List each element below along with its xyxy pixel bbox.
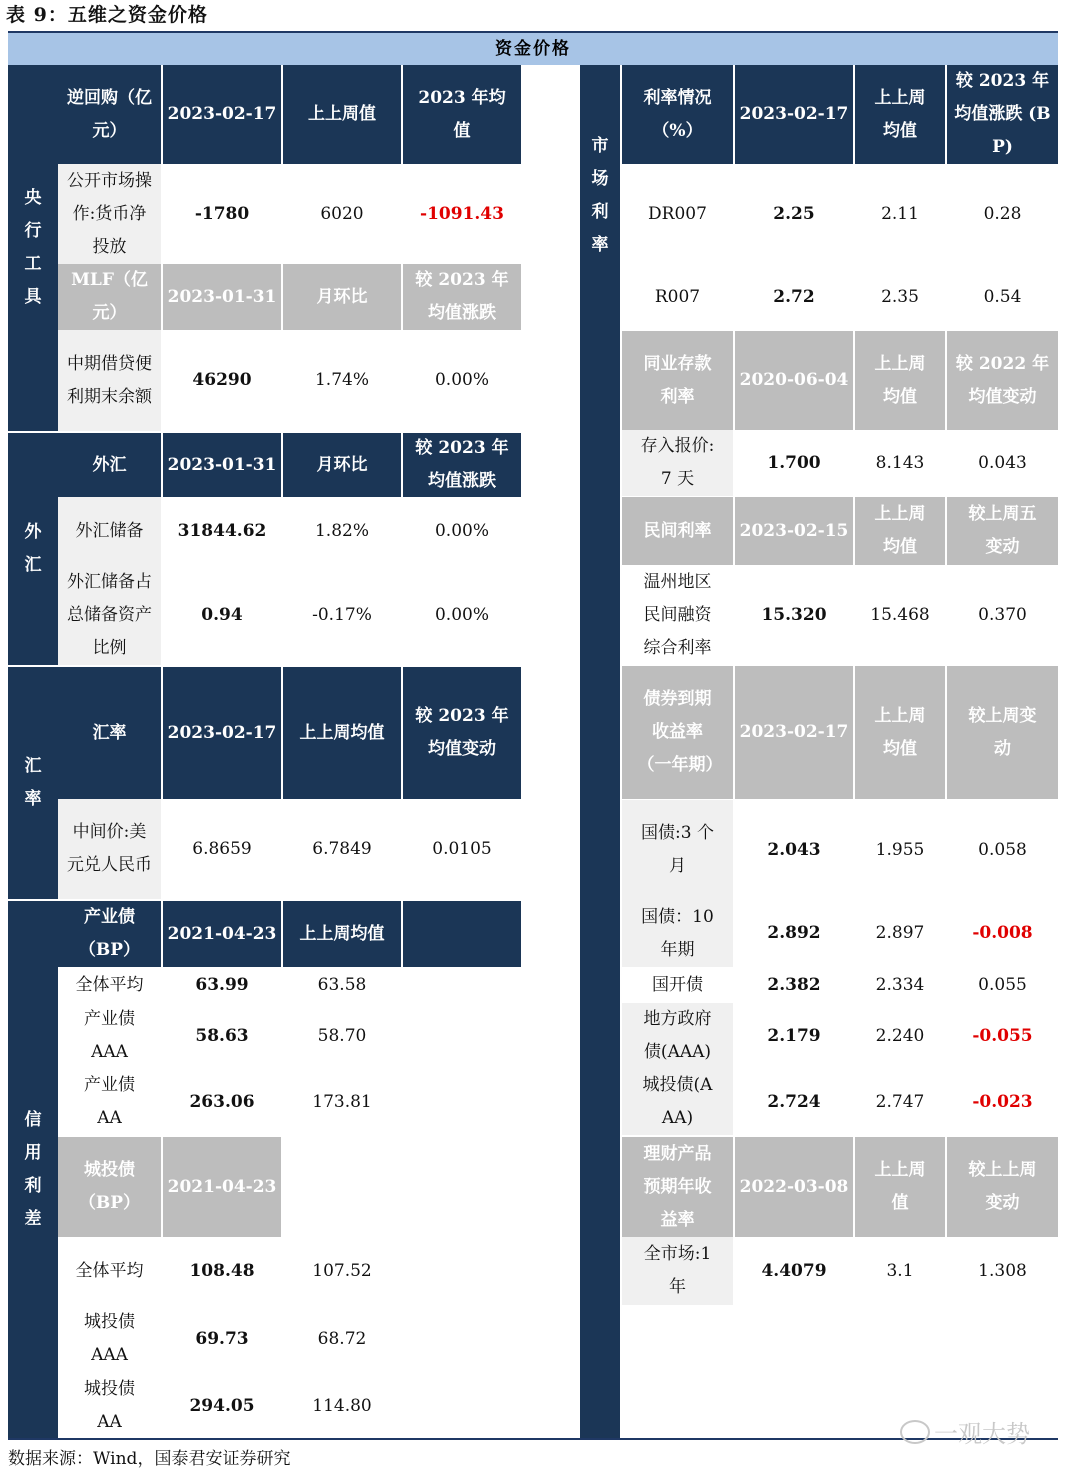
value-cell: 2.11 — [881, 203, 919, 224]
value-cell: 6.7849 — [312, 838, 372, 859]
value-cell: 63.58 — [317, 974, 367, 995]
value-cell: 0.00% — [434, 520, 489, 541]
row-label: 城投债AAA — [84, 1312, 135, 1365]
value-cell: 2.897 — [875, 923, 925, 943]
row-label: 国开债 — [652, 974, 703, 995]
header-cell: 民间利率 — [622, 497, 733, 565]
value-cell: -0.055 — [972, 1025, 1033, 1046]
watermark: 一观大势 — [934, 1420, 1030, 1448]
header-cell: 较上周变动 — [947, 666, 1058, 799]
header-cell: 2023 年均值 — [403, 65, 521, 164]
value-cell: 69.73 — [195, 1328, 249, 1349]
value-cell: 1.74% — [314, 370, 369, 390]
header-cell: 上上周均值 — [283, 901, 401, 967]
row-label: 国债：10 年期 — [622, 900, 733, 967]
value-cell: 108.48 — [189, 1260, 255, 1281]
row-label: 存入报价:7 天 — [622, 430, 733, 496]
header-cell: 上上周均值 — [855, 331, 945, 430]
header-cell: 逆回购（亿元） — [58, 65, 161, 164]
value-cell: 2.35 — [881, 286, 919, 307]
section-exchange-rate: 汇率 — [8, 667, 58, 899]
header-cell: 同业存款利率 — [622, 331, 733, 430]
value-cell: 0.058 — [978, 839, 1027, 860]
value-cell: 0.00% — [434, 370, 489, 390]
value-cell: 0.370 — [978, 604, 1027, 625]
row-label: 全市场:1 年 — [622, 1237, 733, 1305]
value-cell: 0.043 — [978, 452, 1027, 473]
header-cell: 2023-01-31 — [163, 264, 281, 330]
value-cell: 6020 — [320, 203, 364, 224]
value-cell: 6.8659 — [192, 838, 252, 859]
value-cell: 1.700 — [767, 452, 821, 473]
header-cell: 2020-06-04 — [735, 331, 853, 430]
section-central-bank: 央行工具 — [8, 65, 58, 431]
value-cell: 0.28 — [983, 203, 1022, 224]
header-cell: 产业债（BP） — [58, 901, 161, 967]
row-label: 中间价:美元兑人民币 — [58, 799, 161, 899]
value-cell: 2.240 — [875, 1025, 925, 1046]
section-market-rates: 市场利率 — [580, 65, 620, 1438]
value-cell: 0.0105 — [432, 838, 492, 859]
header-cell: 上上周均值 — [855, 65, 945, 164]
header-cell: 月环比 — [283, 264, 401, 330]
header-cell: 2023-02-17 — [735, 65, 853, 164]
header-cell: 债券到期收益率（一年期） — [622, 666, 733, 799]
row-label: 全体平均 — [75, 974, 144, 995]
value-cell: 15.468 — [870, 604, 930, 625]
value-cell: 2.179 — [767, 1025, 821, 1046]
value-cell: 0.54 — [983, 286, 1022, 307]
value-cell: -0.008 — [972, 923, 1033, 943]
header-cell: 2021-04-23 — [163, 1137, 281, 1237]
header-cell: 上上周值 — [283, 65, 401, 164]
row-label: 地方政府债(AAA) — [622, 1003, 733, 1069]
header-cell: 月环比 — [283, 433, 401, 497]
table-title: 表 9：五维之资金价格 — [6, 4, 208, 26]
divider — [8, 1438, 1058, 1440]
value-cell: -0.023 — [972, 1091, 1033, 1112]
header-cell: 上上周均值 — [855, 497, 945, 565]
value-cell: 2.747 — [875, 1091, 925, 1112]
value-cell: 31844.62 — [177, 520, 267, 541]
header-cell: 2022-03-08 — [735, 1137, 853, 1237]
value-cell: 294.05 — [189, 1395, 255, 1416]
value-cell: 63.99 — [195, 974, 249, 995]
header-cell: 上上周值 — [855, 1137, 945, 1237]
row-label: 全体平均 — [75, 1260, 144, 1281]
header-cell: 汇率 — [58, 667, 161, 799]
header-cell: 上上周均值 — [855, 666, 945, 799]
header-cell: 较 2023 年均值涨跌 — [403, 433, 521, 497]
value-cell: 0.055 — [978, 974, 1027, 995]
row-label: 城投债(AAA) — [622, 1069, 733, 1135]
value-cell: 3.1 — [886, 1260, 914, 1281]
header-cell: 较 2023 年均值涨跌 (BP) — [947, 65, 1058, 164]
value-cell: 1.955 — [875, 839, 925, 860]
value-cell: 2.25 — [773, 203, 815, 224]
value-cell: 58.63 — [195, 1025, 249, 1046]
header-cell: 2023-02-17 — [163, 667, 281, 799]
wechat-icon — [900, 1420, 930, 1444]
header-cell: 较 2022 年均值变动 — [947, 331, 1058, 430]
header-cell: 2021-04-23 — [163, 901, 281, 967]
value-cell: 107.52 — [312, 1260, 372, 1281]
header-cell: 2023-02-15 — [735, 497, 853, 565]
header-cell: 2023-02-17 — [735, 666, 853, 799]
header-cell: 外汇 — [58, 433, 161, 497]
row-label: 外汇储备占总储备资产比例 — [58, 565, 161, 665]
header-cell: 较 2023 年均值变动 — [403, 667, 521, 799]
header-cell: 2023-01-31 — [163, 433, 281, 497]
value-cell: -1091.43 — [420, 203, 504, 224]
value-cell: 2.72 — [773, 286, 815, 307]
row-label: 城投债AA — [84, 1379, 135, 1432]
value-cell: 68.72 — [317, 1328, 367, 1349]
row-label: 产业债AAA — [84, 1009, 135, 1062]
value-cell: 46290 — [192, 370, 252, 390]
header-cell: 理财产品预期年收益率 — [622, 1137, 733, 1237]
header-cell: 较 2023 年均值涨跌 — [403, 264, 521, 330]
header-cell-empty — [403, 901, 521, 967]
row-label: DR007 — [648, 203, 707, 224]
value-cell: 173.81 — [312, 1091, 372, 1112]
value-cell: 2.382 — [767, 974, 821, 995]
value-cell: 1.308 — [978, 1260, 1027, 1281]
value-cell: 4.4079 — [761, 1260, 827, 1281]
header-cell: 利率情况（%） — [622, 65, 733, 164]
value-cell: 1.82% — [314, 520, 369, 541]
value-cell: 58.70 — [317, 1025, 367, 1046]
value-cell: -0.17% — [312, 604, 372, 625]
value-cell: 0.00% — [434, 604, 489, 625]
value-cell: 0.94 — [201, 604, 243, 625]
header-cell: 上上周均值 — [283, 667, 401, 799]
value-cell: 2.334 — [875, 974, 925, 995]
row-label: 产业债AA — [84, 1075, 135, 1128]
header-cell: 城投债（BP） — [58, 1137, 161, 1237]
main-header: 资金价格 — [8, 33, 1058, 65]
value-cell: -1780 — [194, 203, 250, 224]
header-cell: MLF（亿元） — [58, 264, 161, 330]
source-note: 数据来源：Wind，国泰君安证券研究 — [8, 1449, 291, 1469]
row-label: 国债:3 个月 — [622, 800, 733, 900]
row-label: 温州地区民间融资综合利率 — [643, 571, 712, 658]
section-credit-spread: 信用利差 — [8, 901, 58, 1438]
header-cell: 较上周五变动 — [947, 497, 1058, 565]
value-cell: 2.043 — [767, 839, 821, 860]
header-cell: 2023-02-17 — [163, 65, 281, 164]
value-cell: 15.320 — [761, 604, 827, 625]
header-cell: 较上上周变动 — [947, 1137, 1058, 1237]
row-label: R007 — [654, 286, 701, 307]
value-cell: 2.892 — [767, 923, 821, 943]
row-label: 中期借贷便利期末余额 — [58, 330, 161, 431]
row-label: 公开市场操作:货币净投放 — [58, 164, 161, 264]
value-cell: 114.80 — [312, 1395, 372, 1416]
value-cell: 2.724 — [767, 1091, 821, 1112]
row-label: 外汇储备 — [58, 497, 161, 565]
section-fx: 外汇 — [8, 433, 58, 665]
value-cell: 8.143 — [875, 452, 925, 473]
value-cell: 263.06 — [189, 1091, 255, 1112]
